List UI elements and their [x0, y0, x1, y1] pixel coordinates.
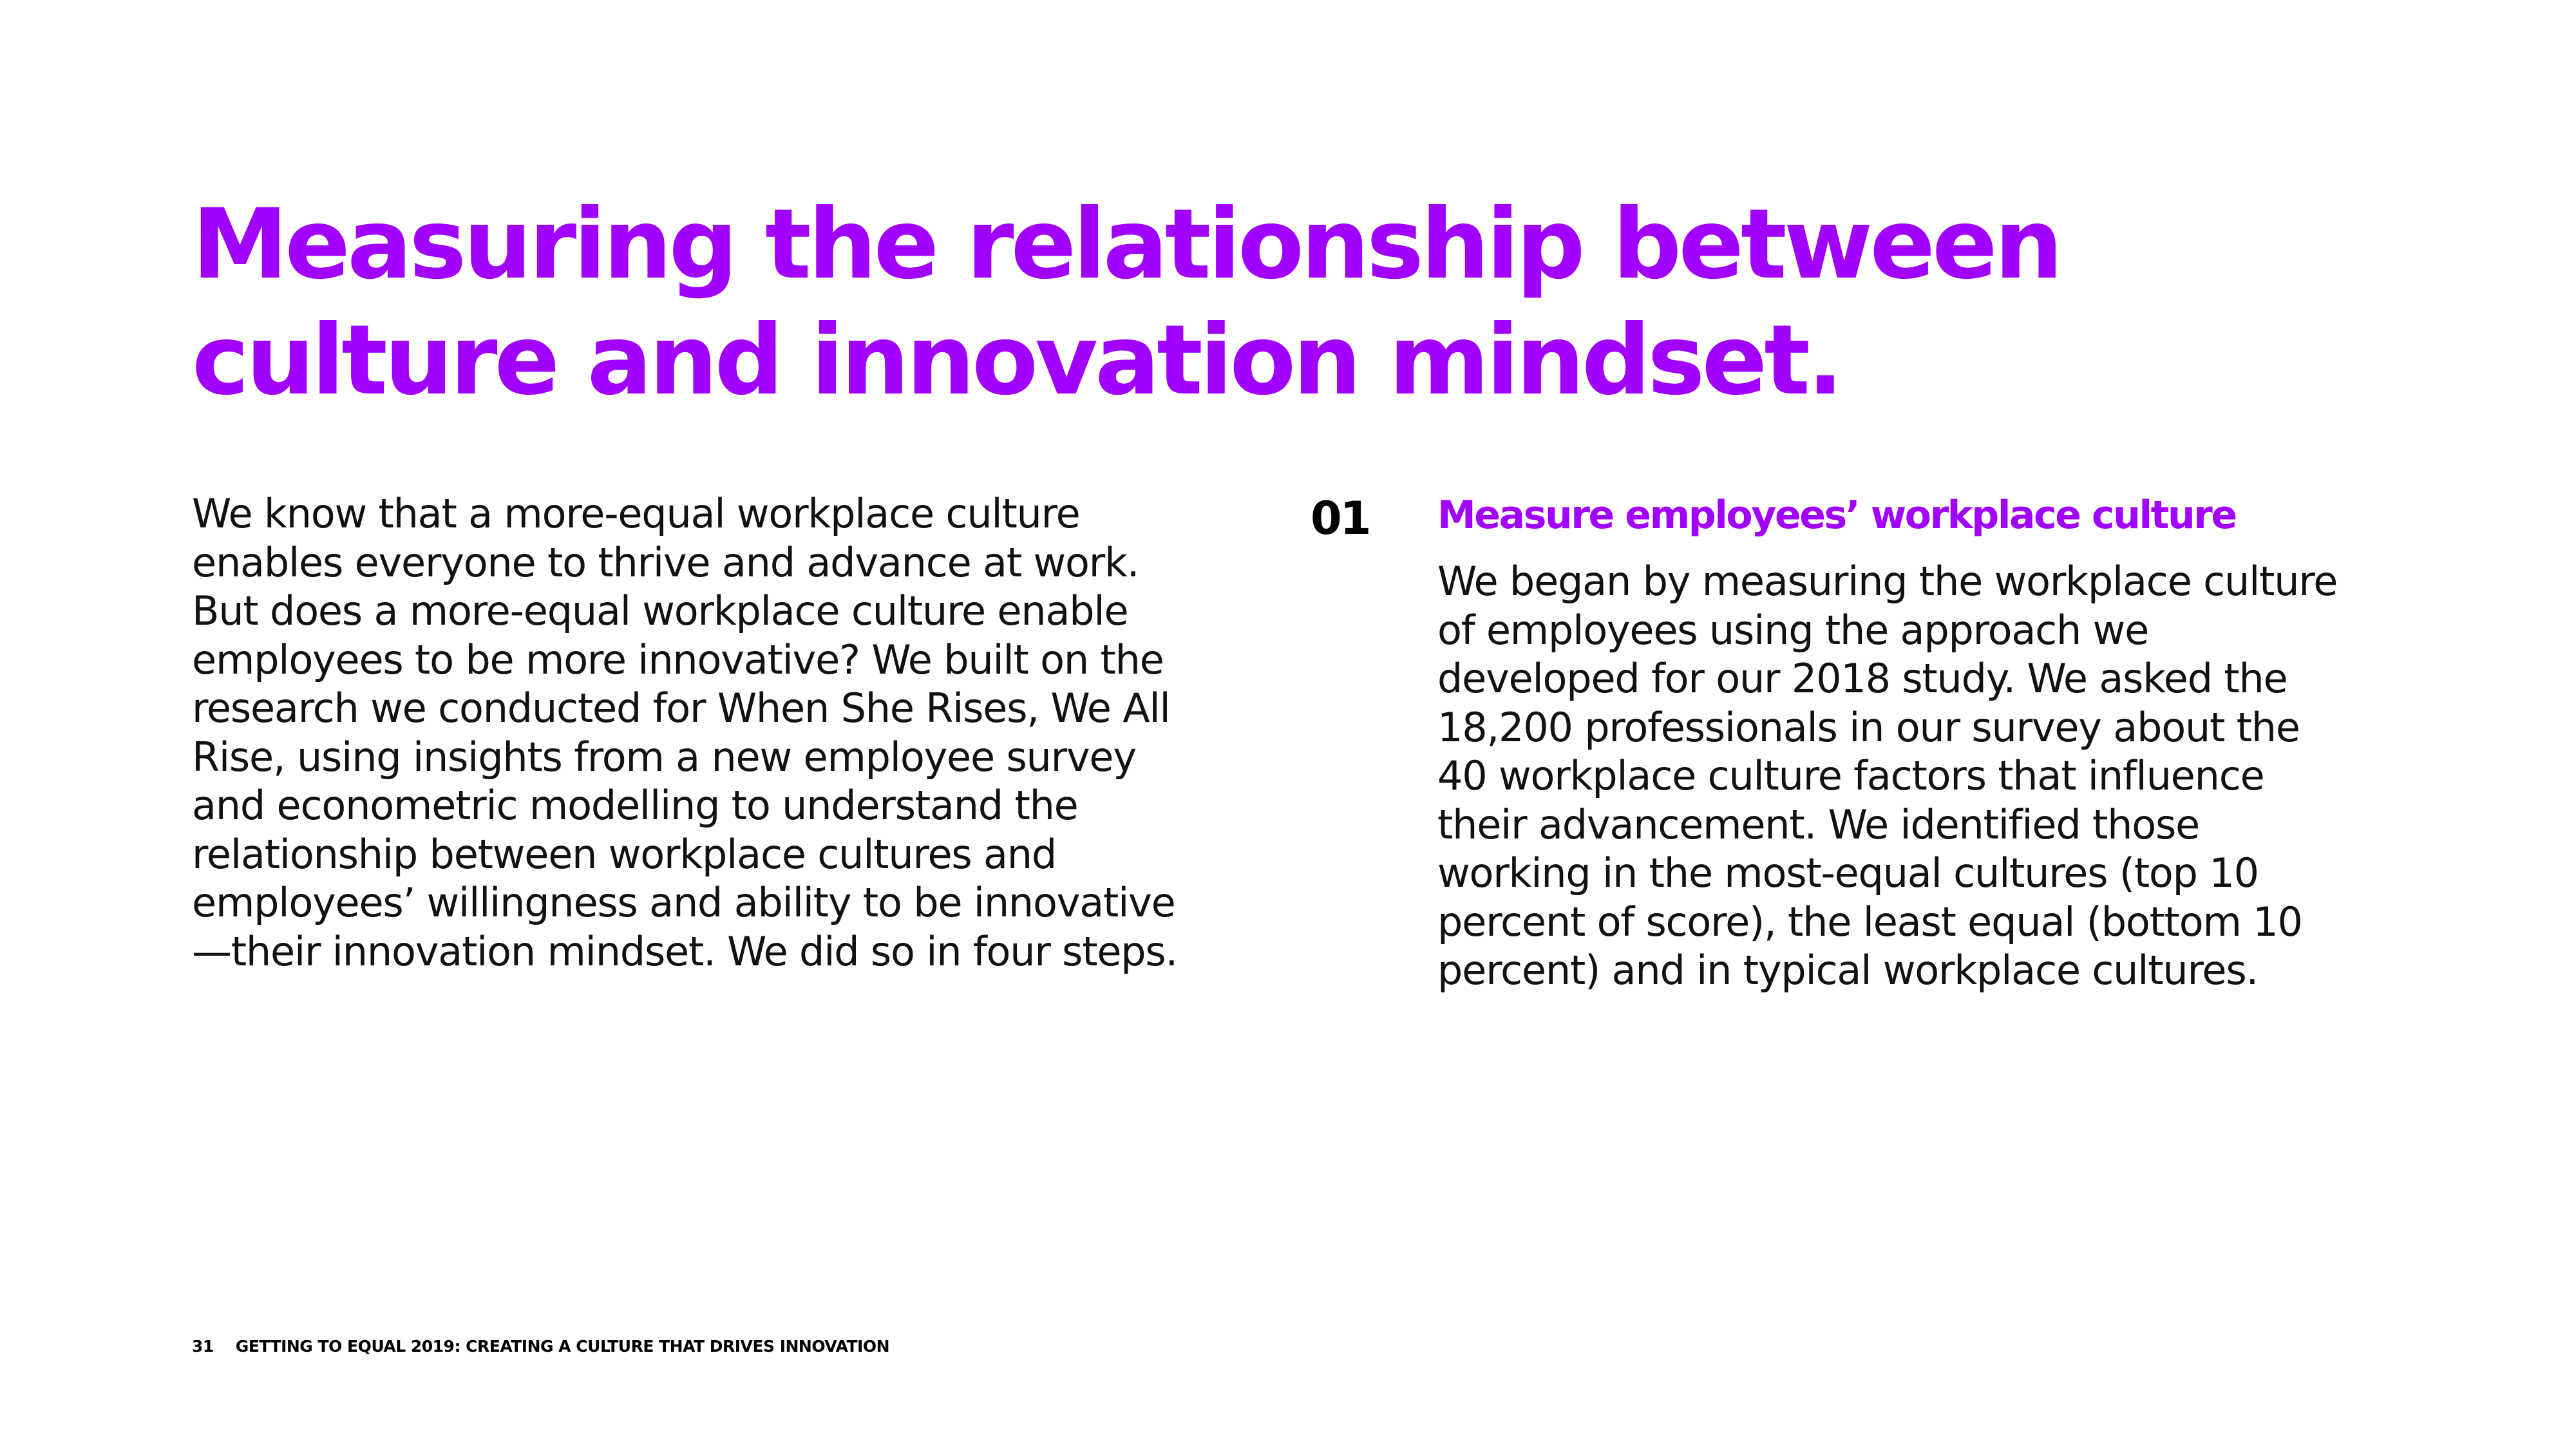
step-heading: Measure employees’ workplace culture: [1437, 493, 2236, 538]
page-number: 31: [192, 1337, 214, 1356]
report-title: GETTING TO EQUAL 2019: CREATING A CULTURE THAT DRIVES INNOVATION: [235, 1337, 890, 1356]
intro-paragraph: We know that a more-equal workplace culture enables everyone to thrive and advance at work. But does a more-equal workplace culture enable employees to be more innovative? We built on the research we conducted for When She Rises, We All Rise, using insights from a new employee survey and econometric modelling to understand the relationship between workplace cultures and employees’ willingness and ability to be innovative—their innovation mindset. We did so in four steps.: [192, 490, 1178, 975]
step-number: 01: [1311, 492, 1370, 545]
page-title: Measuring the relationship between culture and innovation mindset.: [192, 189, 2060, 417]
page-footer: [192, 1337, 889, 1356]
step-body: We began by measuring the workplace culture of employees using the approach we developed for our 2018 study. We asked the 18,200 professionals in our survey about the 40 workplace culture factors that influence their advancement. We identified those working in the most-equal cultures (top 10 percent of score), the least equal (bottom 10 percent) and in typical workplace cultures.: [1437, 558, 2338, 994]
